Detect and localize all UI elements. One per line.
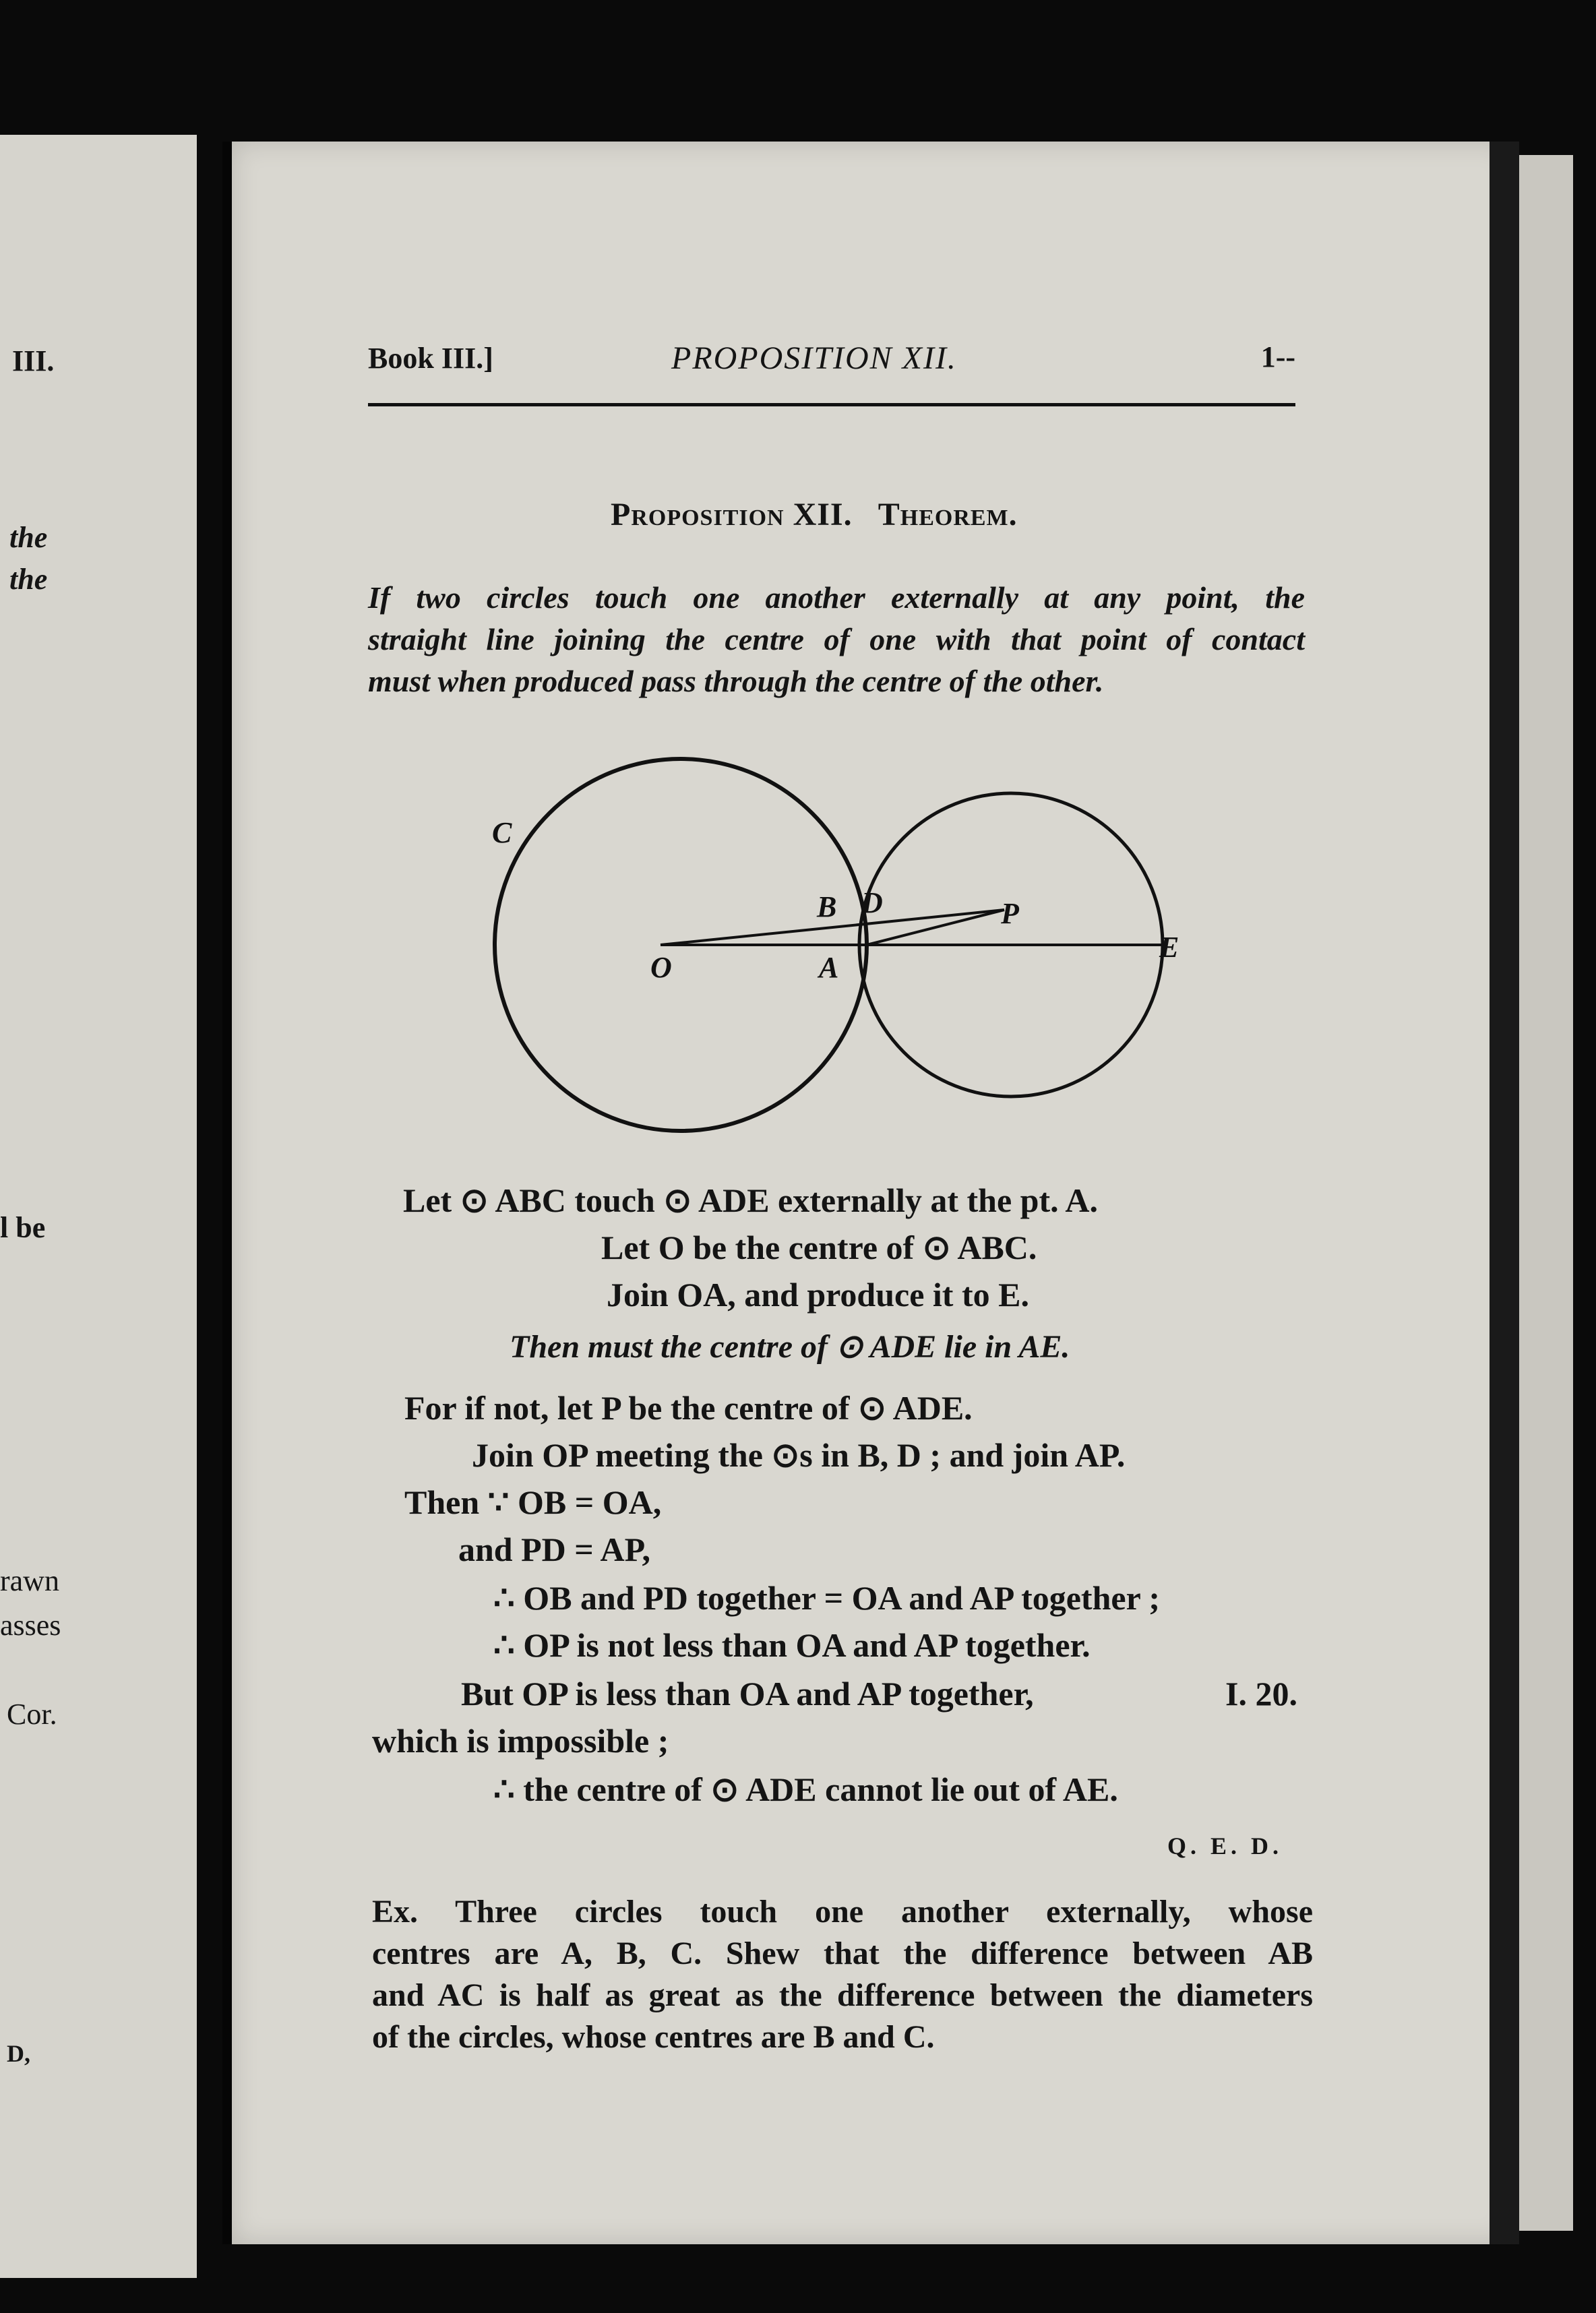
exercise-line: Ex. Three circles touch one another externally, whose (372, 1894, 1313, 1930)
proof-line: But OP is less than OA and AP together, (461, 1675, 1034, 1713)
proof-line: Let O be the centre of ⊙ ABC. (601, 1229, 1037, 1266)
proof-conclusion-statement: Then must the centre of ⊙ ADE lie in AE. (510, 1329, 1070, 1365)
previous-page-text: the (9, 521, 48, 554)
exercise-line: of the circles, whose centres are B and C. (372, 2019, 935, 2055)
proof-line: which is impossible ; (372, 1722, 669, 1760)
previous-page-text: l be (0, 1211, 46, 1244)
previous-page-text: Cor. (7, 1698, 57, 1731)
geometric-figure (465, 748, 1227, 1152)
running-head (368, 336, 1295, 406)
previous-page-text: III. (12, 344, 55, 377)
label-e: E (1159, 931, 1179, 964)
proposition-title: Proposition XII. Theorem. (611, 497, 1018, 532)
page-edge-shadow (1490, 142, 1519, 2244)
running-head-book: Book III.] (368, 342, 493, 375)
enunciation-line: must when produced pass through the centre of the other. (368, 664, 1104, 698)
proof-line: ∴ OP is not less than OA and AP together. (493, 1626, 1091, 1664)
previous-page-text: the (9, 563, 48, 596)
enunciation-line: straight line joining the centre of one with that point of contact (368, 622, 1305, 656)
line-ap (867, 910, 1004, 945)
proof-line: Let ⊙ ABC touch ⊙ ADE externally at the pt. A. (403, 1181, 1098, 1219)
previous-page-text: rawn (0, 1564, 59, 1597)
running-head-title: PROPOSITION XII. (671, 340, 957, 376)
label-a: A (819, 951, 839, 984)
enunciation-line: If two circles touch one another externally at any point, the (368, 580, 1305, 615)
previous-page-text: D, (7, 2040, 30, 2067)
proof-line: For if not, let P be the centre of ⊙ ADE. (404, 1389, 973, 1427)
previous-page-text: asses (0, 1609, 61, 1642)
exercise-line: centres are A, B, C. Shew that the difference between AB (372, 1936, 1313, 1971)
proof-citation: I. 20. (1225, 1675, 1297, 1713)
proof-line: ∴ OB and PD together = OA and AP together ; (493, 1579, 1161, 1617)
label-c: C (492, 816, 512, 849)
proof-line: ∴ the centre of ⊙ ADE cannot lie out of AE. (493, 1770, 1118, 1808)
page-number: 1-- (1260, 340, 1295, 373)
exercise (372, 1891, 1313, 2058)
label-b: B (817, 890, 837, 923)
proof-line: Then ∵ OB = OA, (404, 1483, 662, 1521)
qed-mark: Q. E. D. (1167, 1832, 1283, 1859)
exercise-line: and AC is half as great as the difference between the diameters (372, 1977, 1313, 2013)
enunciation (368, 577, 1305, 702)
label-o: O (650, 951, 672, 984)
previous-page (0, 135, 197, 2278)
label-p: P (1001, 897, 1019, 930)
proof-line: Join OA, and produce it to E. (607, 1276, 1029, 1314)
proof-line: Join OP meeting the ⊙s in B, D ; and join AP. (472, 1436, 1126, 1474)
proof-line: and PD = AP, (458, 1531, 651, 1568)
page-edge (1519, 155, 1573, 2231)
label-d: D (861, 886, 883, 919)
